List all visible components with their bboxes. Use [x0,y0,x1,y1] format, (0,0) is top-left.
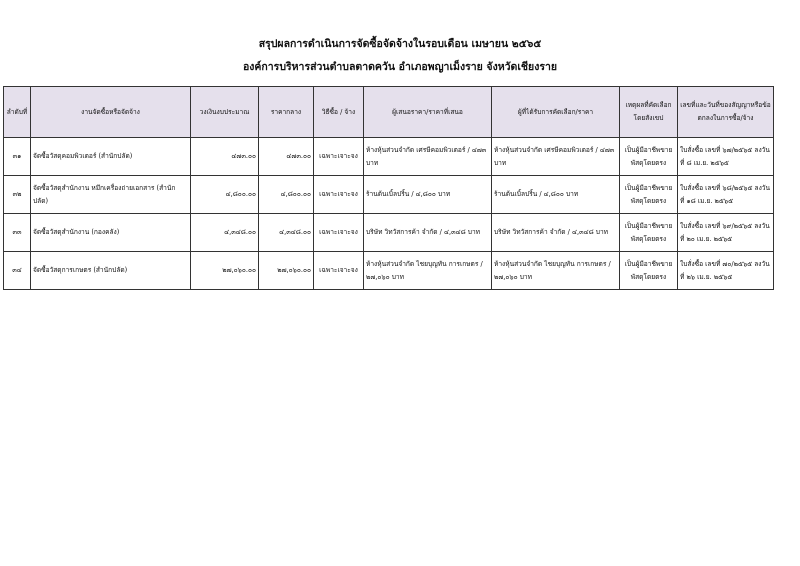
cell-item: จัดซื้อวัสดุสำนักงาน (กองคลัง) [31,214,191,252]
cell-median-price: ๔๗๓.๐๐ [259,138,314,176]
cell-winner: ห้างหุ้นส่วนจำกัด เศรษีคอมพิวเตอร์ / ๔๗๓ บาท [492,138,620,176]
table-row [4,176,774,214]
cell-winner: บริษัท วิทวัสการค้า จำกัด / ๔,๓๔๘ บาท [492,214,620,252]
table-row [4,138,774,176]
organization-subtitle: องค์การบริหารส่วนตำบลตาดควัน อำเภอพญาเม็งราย จังหวัดเชียงราย [242,61,558,73]
table-row [4,252,774,290]
cell-budget: ๔๗๓.๐๐ [191,138,259,176]
header-contract: เลขที่และวันที่ของสัญญาหรือข้อตกลงในการซื้อ/จ้าง [678,87,774,138]
cell-reason: เป็นผู้มีอาชีพขายพัสดุโดยตรง [620,252,678,290]
cell-method: เฉพาะเจาะจง [314,138,364,176]
procurement-table [3,86,774,290]
cell-method: เฉพาะเจาะจง [314,214,364,252]
cell-reason: เป็นผู้มีอาชีพขายพัสดุโดยตรง [620,138,678,176]
cell-contract: ใบสั่งซื้อ เลขที่ ๖๙/๒๕๖๕ ลงวันที่ ๒๐ เม.ย. ๒๕๖๕ [678,214,774,252]
document-title: สรุปผลการดำเนินการจัดซื้อจัดจ้างในรอบเดือน เมษายน ๒๕๖๕ [258,38,542,50]
cell-winner: ห้างหุ้นส่วนจำกัด ไชยบุญทัน การเกษตร / ๒๗,๐๖๐ บาท [492,252,620,290]
cell-item: จัดซื้อวัสดุการเกษตร (สำนักปลัด) [31,252,191,290]
cell-budget: ๔,๓๔๘.๐๐ [191,214,259,252]
cell-reason: เป็นผู้มีอาชีพขายพัสดุโดยตรง [620,214,678,252]
cell-budget: ๔,๘๐๐.๐๐ [191,176,259,214]
cell-contract: ใบสั่งซื้อ เลขที่ ๖๘/๒๕๖๕ ลงวันที่ ๑๘ เม.ย. ๒๕๖๕ [678,176,774,214]
table-header-row [4,87,774,138]
cell-bidder: ห้างหุ้นส่วนจำกัด ไชยบุญทัน การเกษตร / ๒๗,๐๖๐ บาท [364,252,492,290]
cell-median-price: ๒๗,๐๖๐.๐๐ [259,252,314,290]
cell-bidder: ห้างหุ้นส่วนจำกัด เศรษีคอมพิวเตอร์ / ๔๗๓ บาท [364,138,492,176]
cell-winner: ร้านต้นเบิ้ลปริ้น / ๔,๘๐๐ บาท [492,176,620,214]
header-budget: วงเงินงบประมาณ [191,87,259,138]
table-row [4,214,774,252]
cell-method: เฉพาะเจาะจง [314,252,364,290]
cell-bidder: ร้านต้นเบิ้ลปริ้น / ๔,๘๐๐ บาท [364,176,492,214]
cell-method: เฉพาะเจาะจง [314,176,364,214]
header-bidder: ผู้เสนอราคา/ราคาที่เสนอ [364,87,492,138]
header-reason: เหตุผลที่คัดเลือกโดยสังเขป [620,87,678,138]
header-median-price: ราคากลาง [259,87,314,138]
cell-no: ๓๓ [4,214,31,252]
cell-item: จัดซื้อวัสดุคอมพิวเตอร์ (สำนักปลัด) [31,138,191,176]
header-winner: ผู้ที่ได้รับการคัดเลือก/ราคา [492,87,620,138]
header-item: งานจัดซื้อหรือจัดจ้าง [31,87,191,138]
cell-item: จัดซื้อวัสดุสำนักงาน หมึกเครื่องถ่ายเอกสาร (สำนักปลัด) [31,176,191,214]
cell-no: ๓๑ [4,138,31,176]
header-no: ลำดับที่ [4,87,31,138]
cell-no: ๓๔ [4,252,31,290]
cell-median-price: ๔,๓๔๘.๐๐ [259,214,314,252]
cell-bidder: บริษัท วิทวัสการค้า จำกัด / ๔,๓๔๘ บาท [364,214,492,252]
cell-no: ๓๒ [4,176,31,214]
cell-contract: ใบสั่งซื้อ เลขที่ ๖๗/๒๕๖๕ ลงวันที่ ๘ เม.ย. ๒๕๖๕ [678,138,774,176]
header-method: วิธีซื้อ / จ้าง [314,87,364,138]
cell-median-price: ๔,๘๐๐.๐๐ [259,176,314,214]
document-header [0,33,800,79]
cell-reason: เป็นผู้มีอาชีพขายพัสดุโดยตรง [620,176,678,214]
cell-contract: ใบสั่งซื้อ เลขที่ ๗๐/๒๕๖๕ ลงวันที่ ๒๖ เม.ย. ๒๕๖๕ [678,252,774,290]
cell-budget: ๒๗,๐๖๐.๐๐ [191,252,259,290]
